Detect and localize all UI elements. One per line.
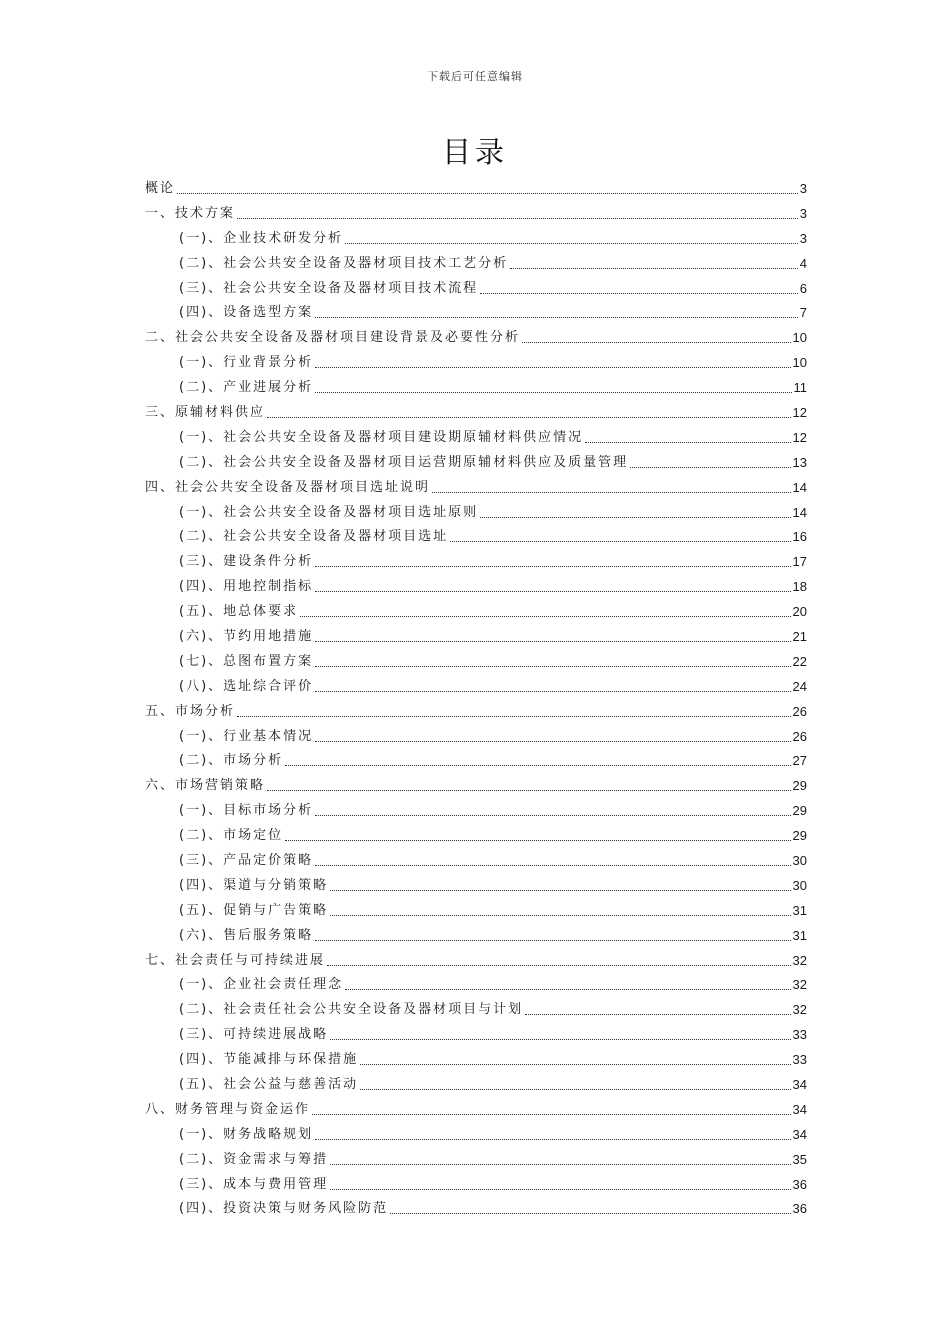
toc-entry[interactable] bbox=[145, 898, 807, 923]
toc-entry[interactable] bbox=[145, 624, 807, 649]
toc-entry[interactable] bbox=[145, 674, 807, 699]
toc-dot-leader bbox=[237, 218, 798, 219]
toc-entry-page-number: 30 bbox=[792, 852, 807, 868]
toc-dot-leader bbox=[330, 915, 790, 916]
toc-entry-page-number: 34 bbox=[792, 1126, 807, 1142]
toc-entry[interactable] bbox=[145, 1172, 807, 1197]
toc-entry-page-number: 3 bbox=[799, 180, 807, 196]
toc-entry-page-number: 11 bbox=[793, 380, 807, 396]
toc-entry[interactable] bbox=[145, 500, 807, 525]
toc-entry-label: (六)、节约用地措施 bbox=[179, 628, 314, 644]
toc-entry-page-number: 34 bbox=[792, 1101, 807, 1117]
toc-entry-label: (三)、社会公共安全设备及器材项目技术流程 bbox=[179, 280, 479, 296]
toc-entry-label: (一)、目标市场分析 bbox=[179, 803, 314, 819]
toc-entry-label: (二)、市场定位 bbox=[179, 828, 284, 844]
toc-entry-label: 六、市场营销策略 bbox=[145, 778, 266, 794]
toc-entry-page-number: 3 bbox=[799, 230, 807, 246]
toc-entry[interactable] bbox=[145, 773, 807, 798]
toc-entry-label: (一)、企业技术研发分析 bbox=[179, 230, 344, 246]
toc-dot-leader bbox=[480, 293, 798, 294]
toc-entry-label: (六)、售后服务策略 bbox=[179, 927, 314, 943]
toc-entry-label: 概论 bbox=[145, 180, 176, 196]
toc-entry[interactable] bbox=[145, 973, 807, 998]
toc-entry-page-number: 26 bbox=[792, 728, 807, 744]
toc-dot-leader bbox=[315, 940, 790, 941]
toc-dot-leader bbox=[510, 268, 798, 269]
toc-dot-leader bbox=[267, 790, 791, 791]
toc-entry[interactable] bbox=[145, 375, 807, 400]
table-of-contents bbox=[145, 176, 807, 1221]
toc-dot-leader bbox=[522, 342, 791, 343]
toc-entry-page-number: 6 bbox=[799, 280, 807, 296]
toc-entry-label: (八)、选址综合评价 bbox=[179, 678, 314, 694]
toc-entry[interactable] bbox=[145, 798, 807, 823]
toc-dot-leader bbox=[360, 1064, 790, 1065]
toc-entry-page-number: 17 bbox=[792, 554, 807, 570]
toc-entry-page-number: 30 bbox=[792, 877, 807, 893]
toc-entry-label: 三、原辅材料供应 bbox=[145, 404, 266, 420]
toc-entry-page-number: 26 bbox=[792, 703, 807, 719]
toc-entry-page-number: 10 bbox=[792, 330, 807, 346]
toc-entry-page-number: 29 bbox=[792, 778, 807, 794]
toc-entry-page-number: 24 bbox=[792, 678, 807, 694]
toc-entry-label: (二)、社会公共安全设备及器材项目选址 bbox=[179, 529, 449, 545]
toc-dot-leader bbox=[312, 1114, 791, 1115]
toc-entry-page-number: 3 bbox=[799, 205, 807, 221]
toc-entry-label: 一、技术方案 bbox=[145, 205, 236, 221]
toc-dot-leader bbox=[327, 965, 791, 966]
toc-dot-leader bbox=[285, 840, 790, 841]
toc-entry-label: (四)、投资决策与财务风险防范 bbox=[179, 1201, 389, 1217]
toc-entry[interactable] bbox=[145, 549, 807, 574]
toc-entry[interactable] bbox=[145, 276, 807, 301]
toc-entry[interactable] bbox=[145, 475, 807, 500]
toc-entry[interactable] bbox=[145, 176, 807, 201]
toc-dot-leader bbox=[360, 1089, 790, 1090]
toc-dot-leader bbox=[177, 193, 798, 194]
toc-entry[interactable] bbox=[145, 450, 807, 475]
toc-entry-page-number: 13 bbox=[792, 454, 807, 470]
toc-entry-label: (二)、资金需求与筹措 bbox=[179, 1151, 329, 1167]
toc-entry-page-number: 7 bbox=[799, 305, 807, 321]
toc-entry-label: (二)、市场分析 bbox=[179, 753, 284, 769]
toc-entry-page-number: 32 bbox=[792, 977, 807, 993]
toc-entry-label: (一)、行业基本情况 bbox=[179, 728, 314, 744]
toc-entry-page-number: 16 bbox=[792, 529, 807, 545]
toc-entry-page-number: 12 bbox=[792, 404, 807, 420]
toc-entry-label: (一)、行业背景分析 bbox=[179, 355, 314, 371]
toc-dot-leader bbox=[345, 989, 790, 990]
toc-entry[interactable] bbox=[145, 574, 807, 599]
toc-entry-label: (五)、地总体要求 bbox=[179, 604, 299, 620]
toc-dot-leader bbox=[237, 716, 791, 717]
toc-entry-page-number: 32 bbox=[792, 952, 807, 968]
toc-entry[interactable] bbox=[145, 599, 807, 624]
toc-dot-leader bbox=[330, 1039, 790, 1040]
toc-entry[interactable] bbox=[145, 300, 807, 325]
toc-dot-leader bbox=[390, 1213, 790, 1214]
toc-entry[interactable] bbox=[145, 1022, 807, 1047]
toc-entry-page-number: 4 bbox=[799, 255, 807, 271]
header-note: 下载后可任意编辑 bbox=[427, 70, 523, 83]
toc-entry-label: (三)、可持续进展战略 bbox=[179, 1027, 329, 1043]
toc-dot-leader bbox=[315, 815, 790, 816]
toc-entry[interactable] bbox=[145, 1072, 807, 1097]
toc-entry-label: (五)、社会公益与慈善活动 bbox=[179, 1077, 359, 1092]
toc-dot-leader bbox=[267, 417, 791, 418]
toc-entry-page-number: 29 bbox=[792, 803, 807, 819]
toc-dot-leader bbox=[285, 765, 790, 766]
toc-dot-leader bbox=[315, 1139, 790, 1140]
toc-entry-page-number: 14 bbox=[792, 479, 807, 495]
toc-dot-leader bbox=[315, 392, 791, 393]
toc-dot-leader bbox=[315, 641, 790, 642]
toc-entry[interactable] bbox=[145, 699, 807, 724]
toc-dot-leader bbox=[450, 541, 790, 542]
toc-entry-page-number: 22 bbox=[792, 653, 807, 669]
toc-entry-page-number: 32 bbox=[792, 1002, 807, 1018]
toc-entry[interactable] bbox=[145, 997, 807, 1022]
toc-entry-label: (一)、财务战略规划 bbox=[179, 1126, 314, 1142]
toc-entry-label: (一)、企业社会责任理念 bbox=[179, 977, 344, 993]
toc-entry-page-number: 10 bbox=[792, 355, 807, 371]
toc-dot-leader bbox=[315, 691, 790, 692]
toc-entry-label: (三)、成本与费用管理 bbox=[179, 1176, 329, 1192]
toc-entry[interactable] bbox=[145, 1097, 807, 1122]
toc-entry-label: 四、社会公共安全设备及器材项目选址说明 bbox=[145, 479, 431, 495]
toc-entry[interactable] bbox=[145, 1147, 807, 1172]
toc-entry-label: (四)、用地控制指标 bbox=[179, 579, 314, 595]
toc-entry[interactable] bbox=[145, 325, 807, 350]
toc-entry[interactable] bbox=[145, 873, 807, 898]
toc-entry[interactable] bbox=[145, 425, 807, 450]
toc-entry-label: 七、社会责任与可持续进展 bbox=[145, 952, 326, 968]
toc-entry-page-number: 12 bbox=[792, 429, 807, 445]
toc-dot-leader bbox=[585, 442, 790, 443]
toc-dot-leader bbox=[315, 666, 790, 667]
toc-entry[interactable] bbox=[145, 724, 807, 749]
toc-entry-label: (五)、促销与广告策略 bbox=[179, 902, 329, 918]
toc-dot-leader bbox=[330, 1189, 790, 1190]
toc-entry-page-number: 18 bbox=[792, 579, 807, 595]
toc-entry-label: 五、市场分析 bbox=[145, 703, 236, 719]
toc-entry-page-number: 36 bbox=[792, 1201, 807, 1217]
toc-dot-leader bbox=[300, 616, 790, 617]
toc-entry[interactable] bbox=[145, 400, 807, 425]
toc-entry-label: (二)、社会责任社会公共安全设备及器材项目与计划 bbox=[179, 1002, 524, 1018]
toc-entry[interactable] bbox=[145, 201, 807, 226]
toc-entry-page-number: 35 bbox=[792, 1151, 807, 1167]
toc-dot-leader bbox=[315, 566, 790, 567]
toc-entry[interactable] bbox=[145, 350, 807, 375]
toc-entry[interactable] bbox=[145, 226, 807, 251]
toc-entry-page-number: 14 bbox=[792, 504, 807, 520]
toc-entry-label: (三)、产品定价策略 bbox=[179, 852, 314, 868]
toc-entry-page-number: 33 bbox=[792, 1027, 807, 1043]
toc-dot-leader bbox=[432, 492, 791, 493]
toc-entry-label: (一)、社会公共安全设备及器材项目建设期原辅材料供应情况 bbox=[179, 429, 584, 445]
toc-entry-label: (七)、总图布置方案 bbox=[179, 653, 314, 669]
toc-entry-page-number: 36 bbox=[792, 1176, 807, 1192]
toc-entry-label: (四)、渠道与分销策略 bbox=[179, 877, 329, 893]
toc-entry-page-number: 20 bbox=[792, 604, 807, 620]
toc-entry-label: (四)、设备选型方案 bbox=[179, 305, 314, 321]
toc-entry-label: (二)、社会公共安全设备及器材项目运营期原辅材料供应及质量管理 bbox=[179, 454, 629, 470]
toc-entry-label: (三)、建设条件分析 bbox=[179, 554, 314, 570]
toc-entry-label: (四)、节能减排与环保措施 bbox=[179, 1052, 359, 1068]
toc-dot-leader bbox=[345, 243, 798, 244]
toc-entry-page-number: 29 bbox=[792, 828, 807, 844]
toc-entry[interactable] bbox=[145, 848, 807, 873]
toc-entry-label: 八、财务管理与资金运作 bbox=[145, 1101, 311, 1117]
toc-entry-page-number: 31 bbox=[792, 927, 807, 943]
toc-entry-page-number: 21 bbox=[792, 628, 807, 644]
toc-entry[interactable] bbox=[145, 524, 807, 549]
toc-dot-leader bbox=[480, 517, 790, 518]
toc-dot-leader bbox=[315, 317, 798, 318]
toc-entry[interactable] bbox=[145, 251, 807, 276]
toc-dot-leader bbox=[330, 1164, 790, 1165]
toc-entry[interactable] bbox=[145, 1047, 807, 1072]
toc-entry[interactable] bbox=[145, 748, 807, 773]
toc-entry-label: 二、社会公共安全设备及器材项目建设背景及必要性分析 bbox=[145, 330, 521, 346]
toc-dot-leader bbox=[315, 865, 790, 866]
toc-entry[interactable] bbox=[145, 948, 807, 973]
toc-entry-label: (二)、社会公共安全设备及器材项目技术工艺分析 bbox=[179, 255, 509, 271]
toc-dot-leader bbox=[315, 591, 790, 592]
toc-dot-leader bbox=[525, 1014, 790, 1015]
toc-entry-page-number: 31 bbox=[792, 902, 807, 918]
toc-entry-label: (二)、产业进展分析 bbox=[179, 380, 314, 396]
toc-entry[interactable] bbox=[145, 923, 807, 948]
toc-entry-page-number: 34 bbox=[792, 1077, 807, 1092]
toc-entry[interactable] bbox=[145, 1122, 807, 1147]
toc-dot-leader bbox=[315, 741, 790, 742]
toc-entry-label: (一)、社会公共安全设备及器材项目选址原则 bbox=[179, 504, 479, 520]
toc-dot-leader bbox=[630, 467, 790, 468]
page-title: 目录 bbox=[441, 135, 508, 169]
toc-dot-leader bbox=[315, 367, 790, 368]
toc-entry-page-number: 27 bbox=[792, 753, 807, 769]
toc-entry[interactable] bbox=[145, 823, 807, 848]
toc-dot-leader bbox=[330, 890, 790, 891]
toc-entry-page-number: 33 bbox=[792, 1052, 807, 1068]
toc-entry[interactable] bbox=[145, 1197, 807, 1222]
toc-entry[interactable] bbox=[145, 649, 807, 674]
